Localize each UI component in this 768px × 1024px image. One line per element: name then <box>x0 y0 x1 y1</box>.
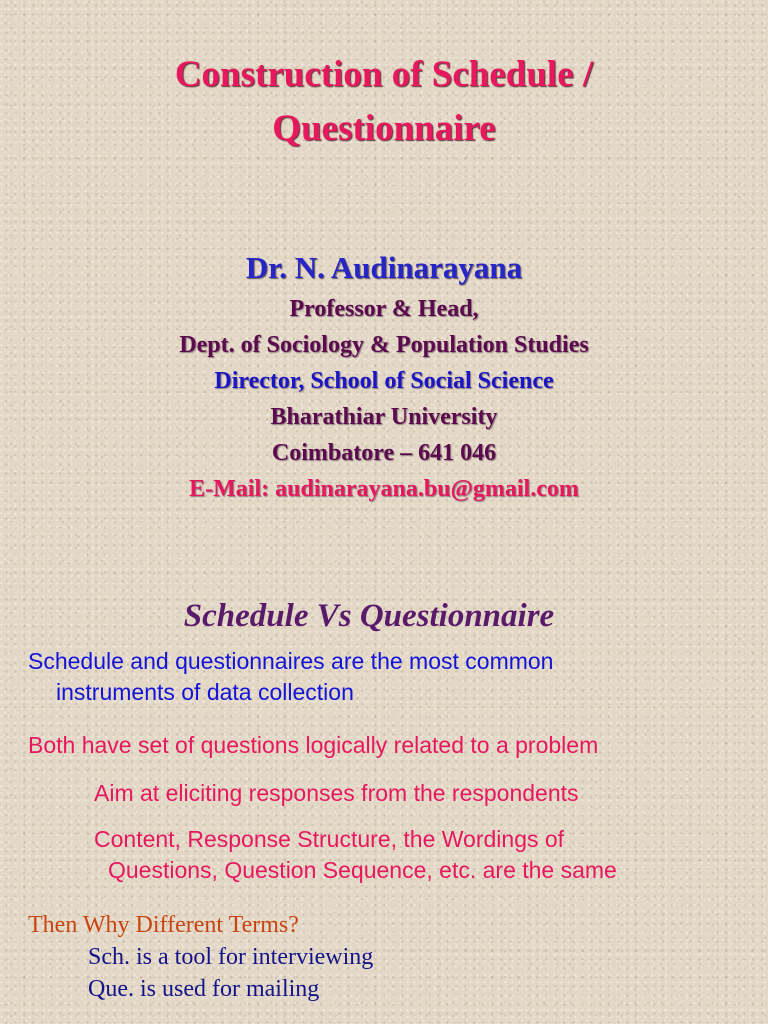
question-heading: Then Why Different Terms? <box>28 912 299 938</box>
paragraph-aim: Aim at eliciting responses from the respondents <box>94 780 579 806</box>
slide-schedule-vs-questionnaire <box>0 560 768 1024</box>
author-city: Coimbatore – 641 046 <box>271 440 497 466</box>
author-email: E-Mail: audinarayana.bu@gmail.com <box>189 476 579 502</box>
title-line-1: Construction of Schedule / <box>174 54 594 95</box>
author-university: Bharathiar University <box>270 404 498 430</box>
paragraph-common-instruments <box>28 646 553 708</box>
p4-line-2: Questions, Question Sequence, etc. are the same <box>108 857 617 883</box>
p1-line-2: instruments of data collection <box>56 679 354 705</box>
presentation-title <box>0 48 768 156</box>
answer-questionnaire: Que. is used for mailing <box>88 976 320 1002</box>
paragraph-both-have: Both have set of questions logically related to a problem <box>28 732 599 758</box>
author-director: Director, School of Social Science <box>214 368 554 394</box>
paragraph-content-same <box>94 824 617 886</box>
author-position: Professor & Head, <box>289 296 479 322</box>
answer-schedule: Sch. is a tool for interviewing <box>88 944 374 970</box>
p1-line-1: Schedule and questionnaires are the most common <box>28 648 554 674</box>
author-name: Dr. N. Audinarayana <box>245 250 523 285</box>
author-department: Dept. of Sociology & Population Studies <box>179 332 589 358</box>
p4-line-1: Content, Response Structure, the Wordings of <box>94 826 565 852</box>
title-line-2: Questionnaire <box>272 108 496 149</box>
slide-subtitle: Schedule Vs Questionnaire <box>183 598 555 634</box>
